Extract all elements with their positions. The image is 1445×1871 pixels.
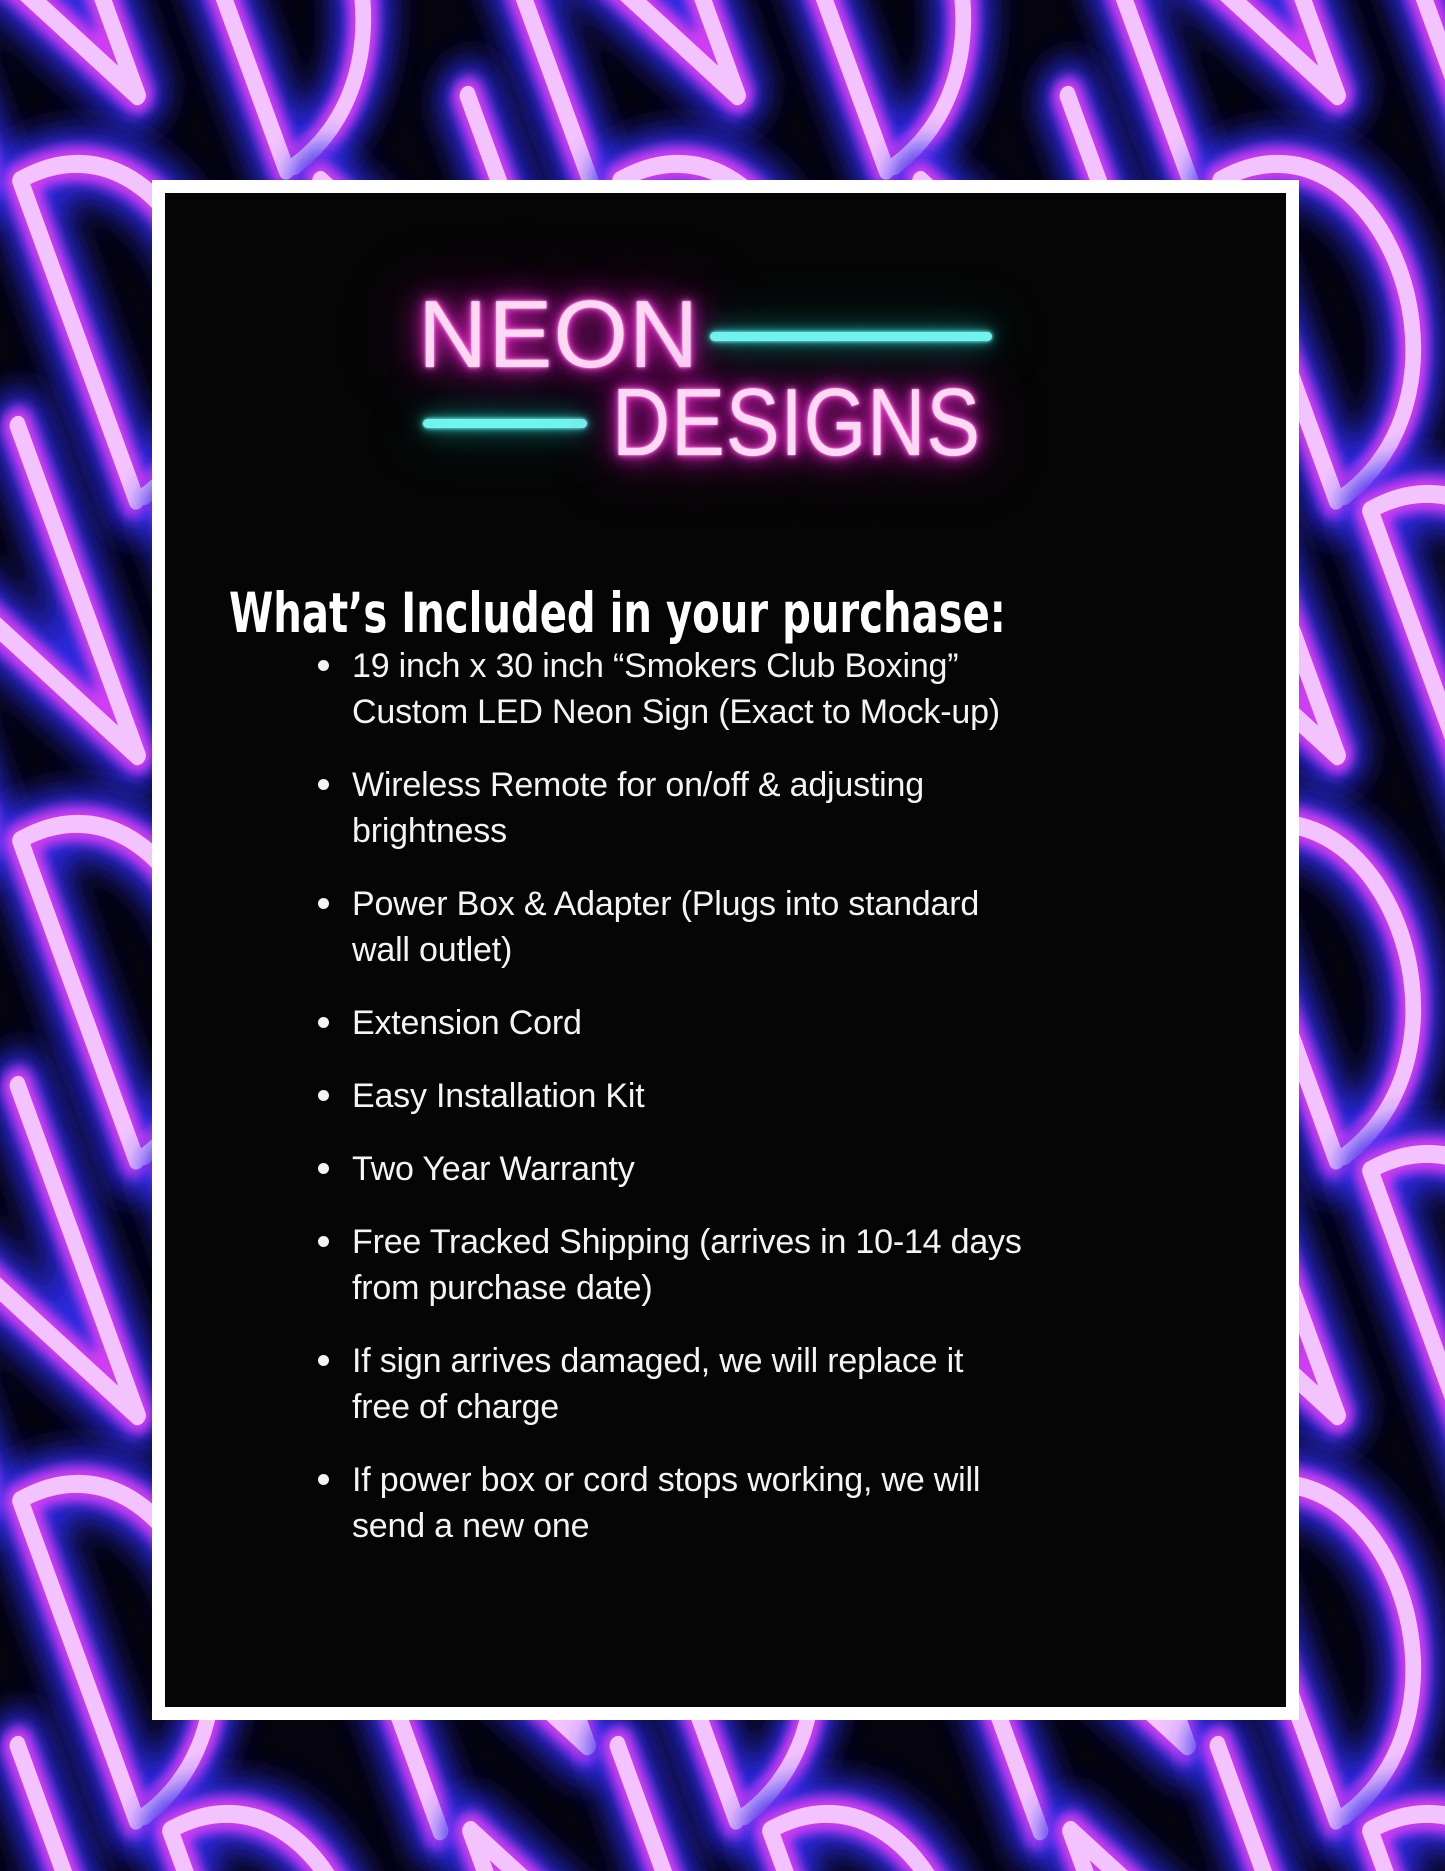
bullet-dot — [318, 1090, 329, 1101]
neon-divider-line-bottom — [423, 419, 587, 428]
list-item — [352, 1457, 1252, 1549]
bullet-dot — [318, 779, 329, 790]
list-item — [352, 1000, 1252, 1046]
list-item-line: send a new one — [352, 1507, 590, 1545]
list-item-line: If power box or cord stops working, we will — [352, 1461, 981, 1499]
page-title: What’s Included in your purchase: — [229, 580, 1006, 645]
list-item — [352, 1146, 1252, 1192]
bullet-dot — [318, 1474, 329, 1485]
list-item-line: Power Box & Adapter (Plugs into standard — [352, 885, 980, 923]
bullet-dot — [318, 1163, 329, 1174]
list-item-line: Two Year Warranty — [352, 1150, 635, 1188]
bullet-dot — [318, 1355, 329, 1366]
list-item-line: Easy Installation Kit — [352, 1077, 645, 1115]
list-item-line: Free Tracked Shipping (arrives in 10-14 days — [352, 1223, 1022, 1261]
list-item — [352, 762, 1252, 854]
bullet-dot — [318, 660, 329, 671]
list-item — [352, 1338, 1252, 1430]
neon-divider-line-top — [710, 332, 992, 341]
list-item-line: 19 inch x 30 inch “Smokers Club Boxing” — [352, 647, 959, 685]
list-item-line: brightness — [352, 812, 507, 850]
logo-text-designs: DESIGNS — [612, 369, 981, 476]
list-item-line: from purchase date) — [352, 1269, 653, 1307]
list-item — [352, 643, 1252, 735]
list-item-line: Extension Cord — [352, 1004, 582, 1042]
list-item-line: Wireless Remote for on/off & adjusting — [352, 766, 924, 804]
list-item-line: free of charge — [352, 1388, 559, 1426]
included-list — [352, 643, 1252, 1576]
content-card — [152, 180, 1299, 1720]
list-item-line: If sign arrives damaged, we will replace it — [352, 1342, 964, 1380]
bullet-dot — [318, 898, 329, 909]
list-item — [352, 881, 1252, 973]
list-item — [352, 1073, 1252, 1119]
list-item-line: Custom LED Neon Sign (Exact to Mock-up) — [352, 693, 1000, 731]
list-item — [352, 1219, 1252, 1311]
bullet-dot — [318, 1017, 329, 1028]
logo-text-neon: NEON — [418, 281, 700, 388]
list-item-line: wall outlet) — [352, 931, 513, 969]
bullet-dot — [318, 1236, 329, 1247]
